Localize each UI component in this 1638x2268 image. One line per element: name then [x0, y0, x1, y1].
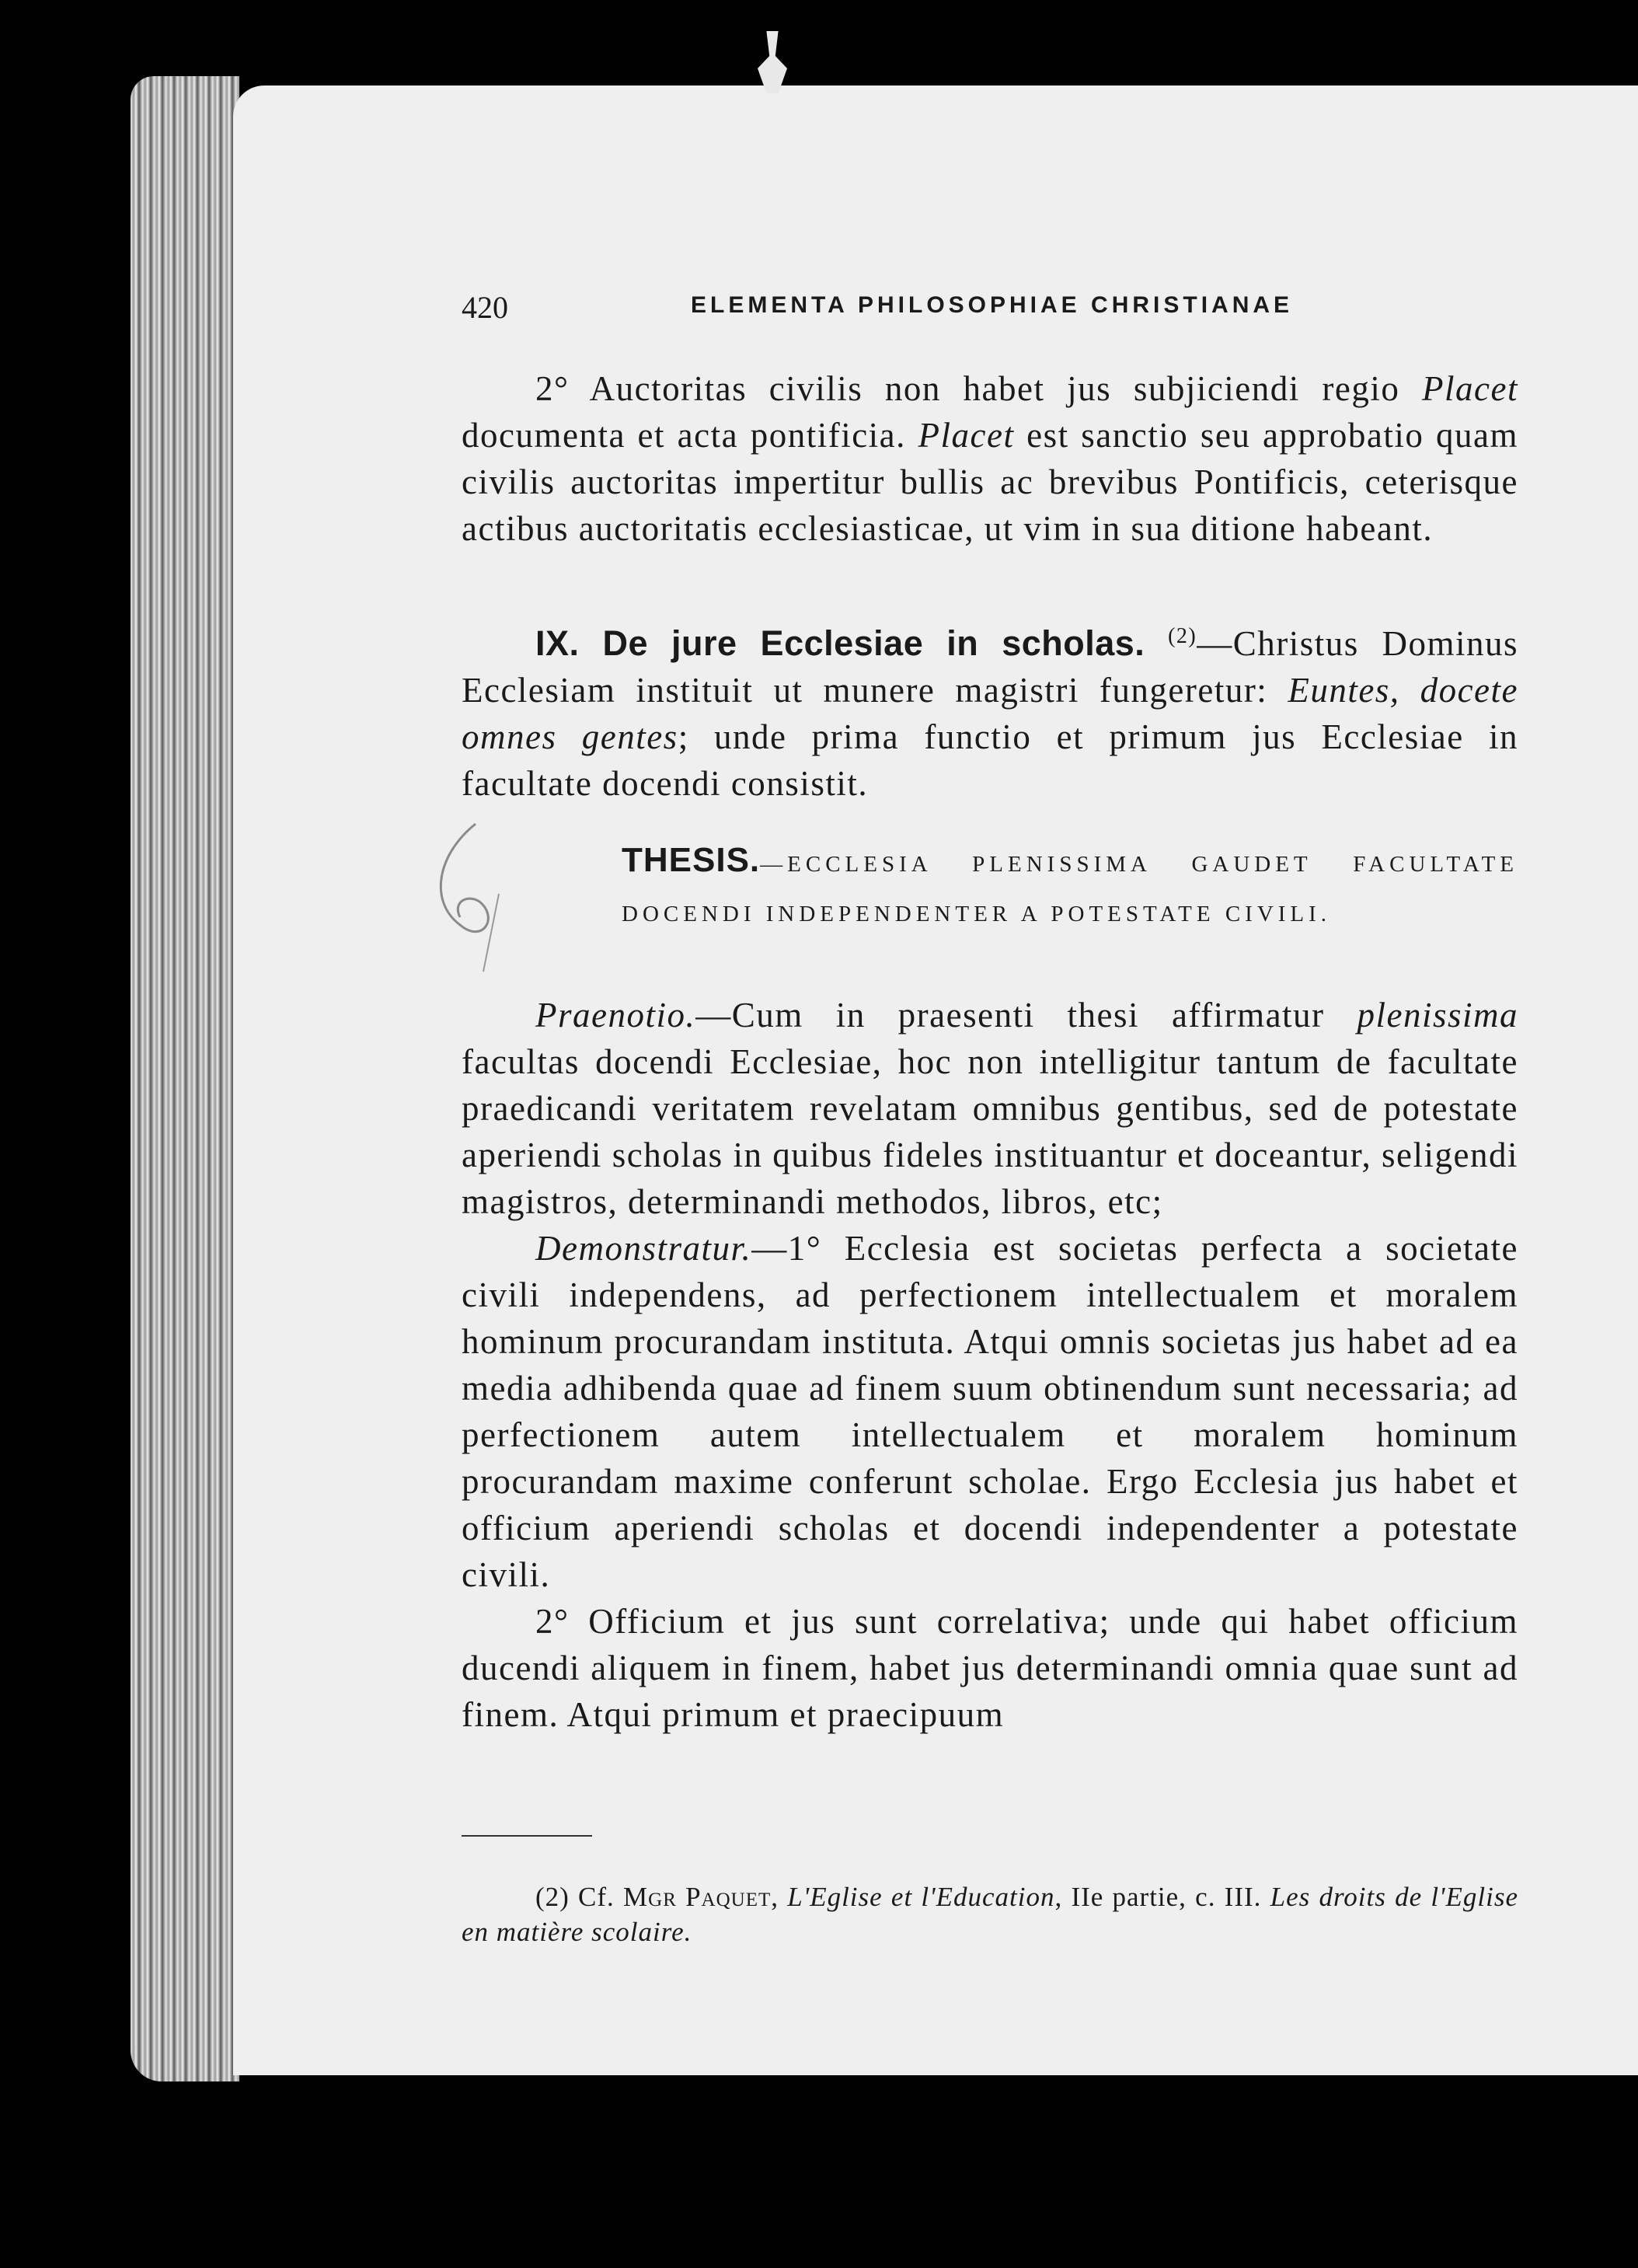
page-number: 420: [462, 290, 508, 325]
thesis-label: THESIS.: [622, 841, 761, 879]
paragraph-officium: 2° Officium et jus sunt correlativa; unde qui habet officium ducendi aliquem in finem, habet jus determinandi omnia quae sunt ad finem. Atqui primum et praecipuum: [462, 1602, 1518, 1734]
footnote-reference: (2): [1168, 624, 1197, 648]
paragraph-placet: 2° Auctoritas civilis non habet jus subjiciendi regio Placet documenta et acta pontificia. Placet est sanctio seu approbatio quam civilis auctoritas impertitur bullis ac brevibus Pontificis, ceterisque actibus auctoritatis ecclesiasticae, ut vim in sua ditione habeant.: [462, 369, 1518, 548]
footnote-subtitle: Les droits de l'Eglise en matière scolaire.: [462, 1882, 1519, 1947]
thesis-text: —ECCLESIA PLENISSIMA GAUDET FACULTATE DOCENDI INDEPENDENTER A POTESTATE CIVILI.: [622, 852, 1518, 926]
pencil-mark: [406, 808, 530, 979]
running-title: ELEMENTA PHILOSOPHIAE CHRISTIANAE: [691, 292, 1294, 318]
paragraph-number: 2°: [535, 369, 570, 408]
binding-clip: [758, 31, 787, 93]
running-head: [462, 289, 1518, 336]
footnote-rule: [462, 1835, 592, 1837]
section-ix: IX. De jure Ecclesiae in scholas. $^{(2)}$—Christus Dominus Ecclesiam instituit ut munere magistri fungeretur: Euntes, docete omnes gentes; unde prima functio et primum jus Ecclesiae in facultate docendi consistit.: [462, 623, 1519, 803]
praenotio-paragraph: Praenotio.—Cum in praesenti thesi affirmatur plenissima facultas docendi Ecclesiae, hoc non intelligitur tantum de facultate praedicandi veritatem revelatam omnibus gentibus, sed de potestate aperiendi scholas in quibus fideles instituantur et doceantur, seligendi magistros, determinandi methodos, libros, etc; Demonstratur.—1° Ecclesia est societas perfecta a societate civili independens, ad perfectionem intellectualem et moralem hominum procurandam instituta. Atqui omnis societas jus habet ad ea media adhibenda quae ad finem suum obtinendum sunt necessaria; ad perfectionem autem intellectualem et moralem hominum procurandam maxime conferunt scholae. Ergo Ecclesia jus habet et officium aperiendi scholas et docendi independenter a potestate civili. 2° Officium et jus sunt correlativa; unde qui habet officium ducendi aliquem in finem, habet jus determinandi omnia quae sunt ad finem. Atqui primum et praecipuum: [462, 992, 1518, 1738]
thesis-statement: [622, 836, 1518, 939]
praenotio-label: Praenotio.: [535, 996, 696, 1035]
footnote-author: Mgr Paquet: [623, 1882, 772, 1912]
section-heading: IX. De jure Ecclesiae in scholas.: [535, 623, 1145, 663]
demonstratur-label: Demonstratur.: [535, 1229, 752, 1268]
footnote: (2) Cf. Mgr Paquet, L'Eglise et l'Education, IIe partie, c. III. Les droits de l'Eglise en matière scolaire.: [462, 1882, 1519, 1947]
footnote-number: (2): [535, 1882, 570, 1912]
footnote-title: L'Eglise et l'Education: [787, 1882, 1055, 1912]
book-page-edges: [131, 76, 239, 2081]
